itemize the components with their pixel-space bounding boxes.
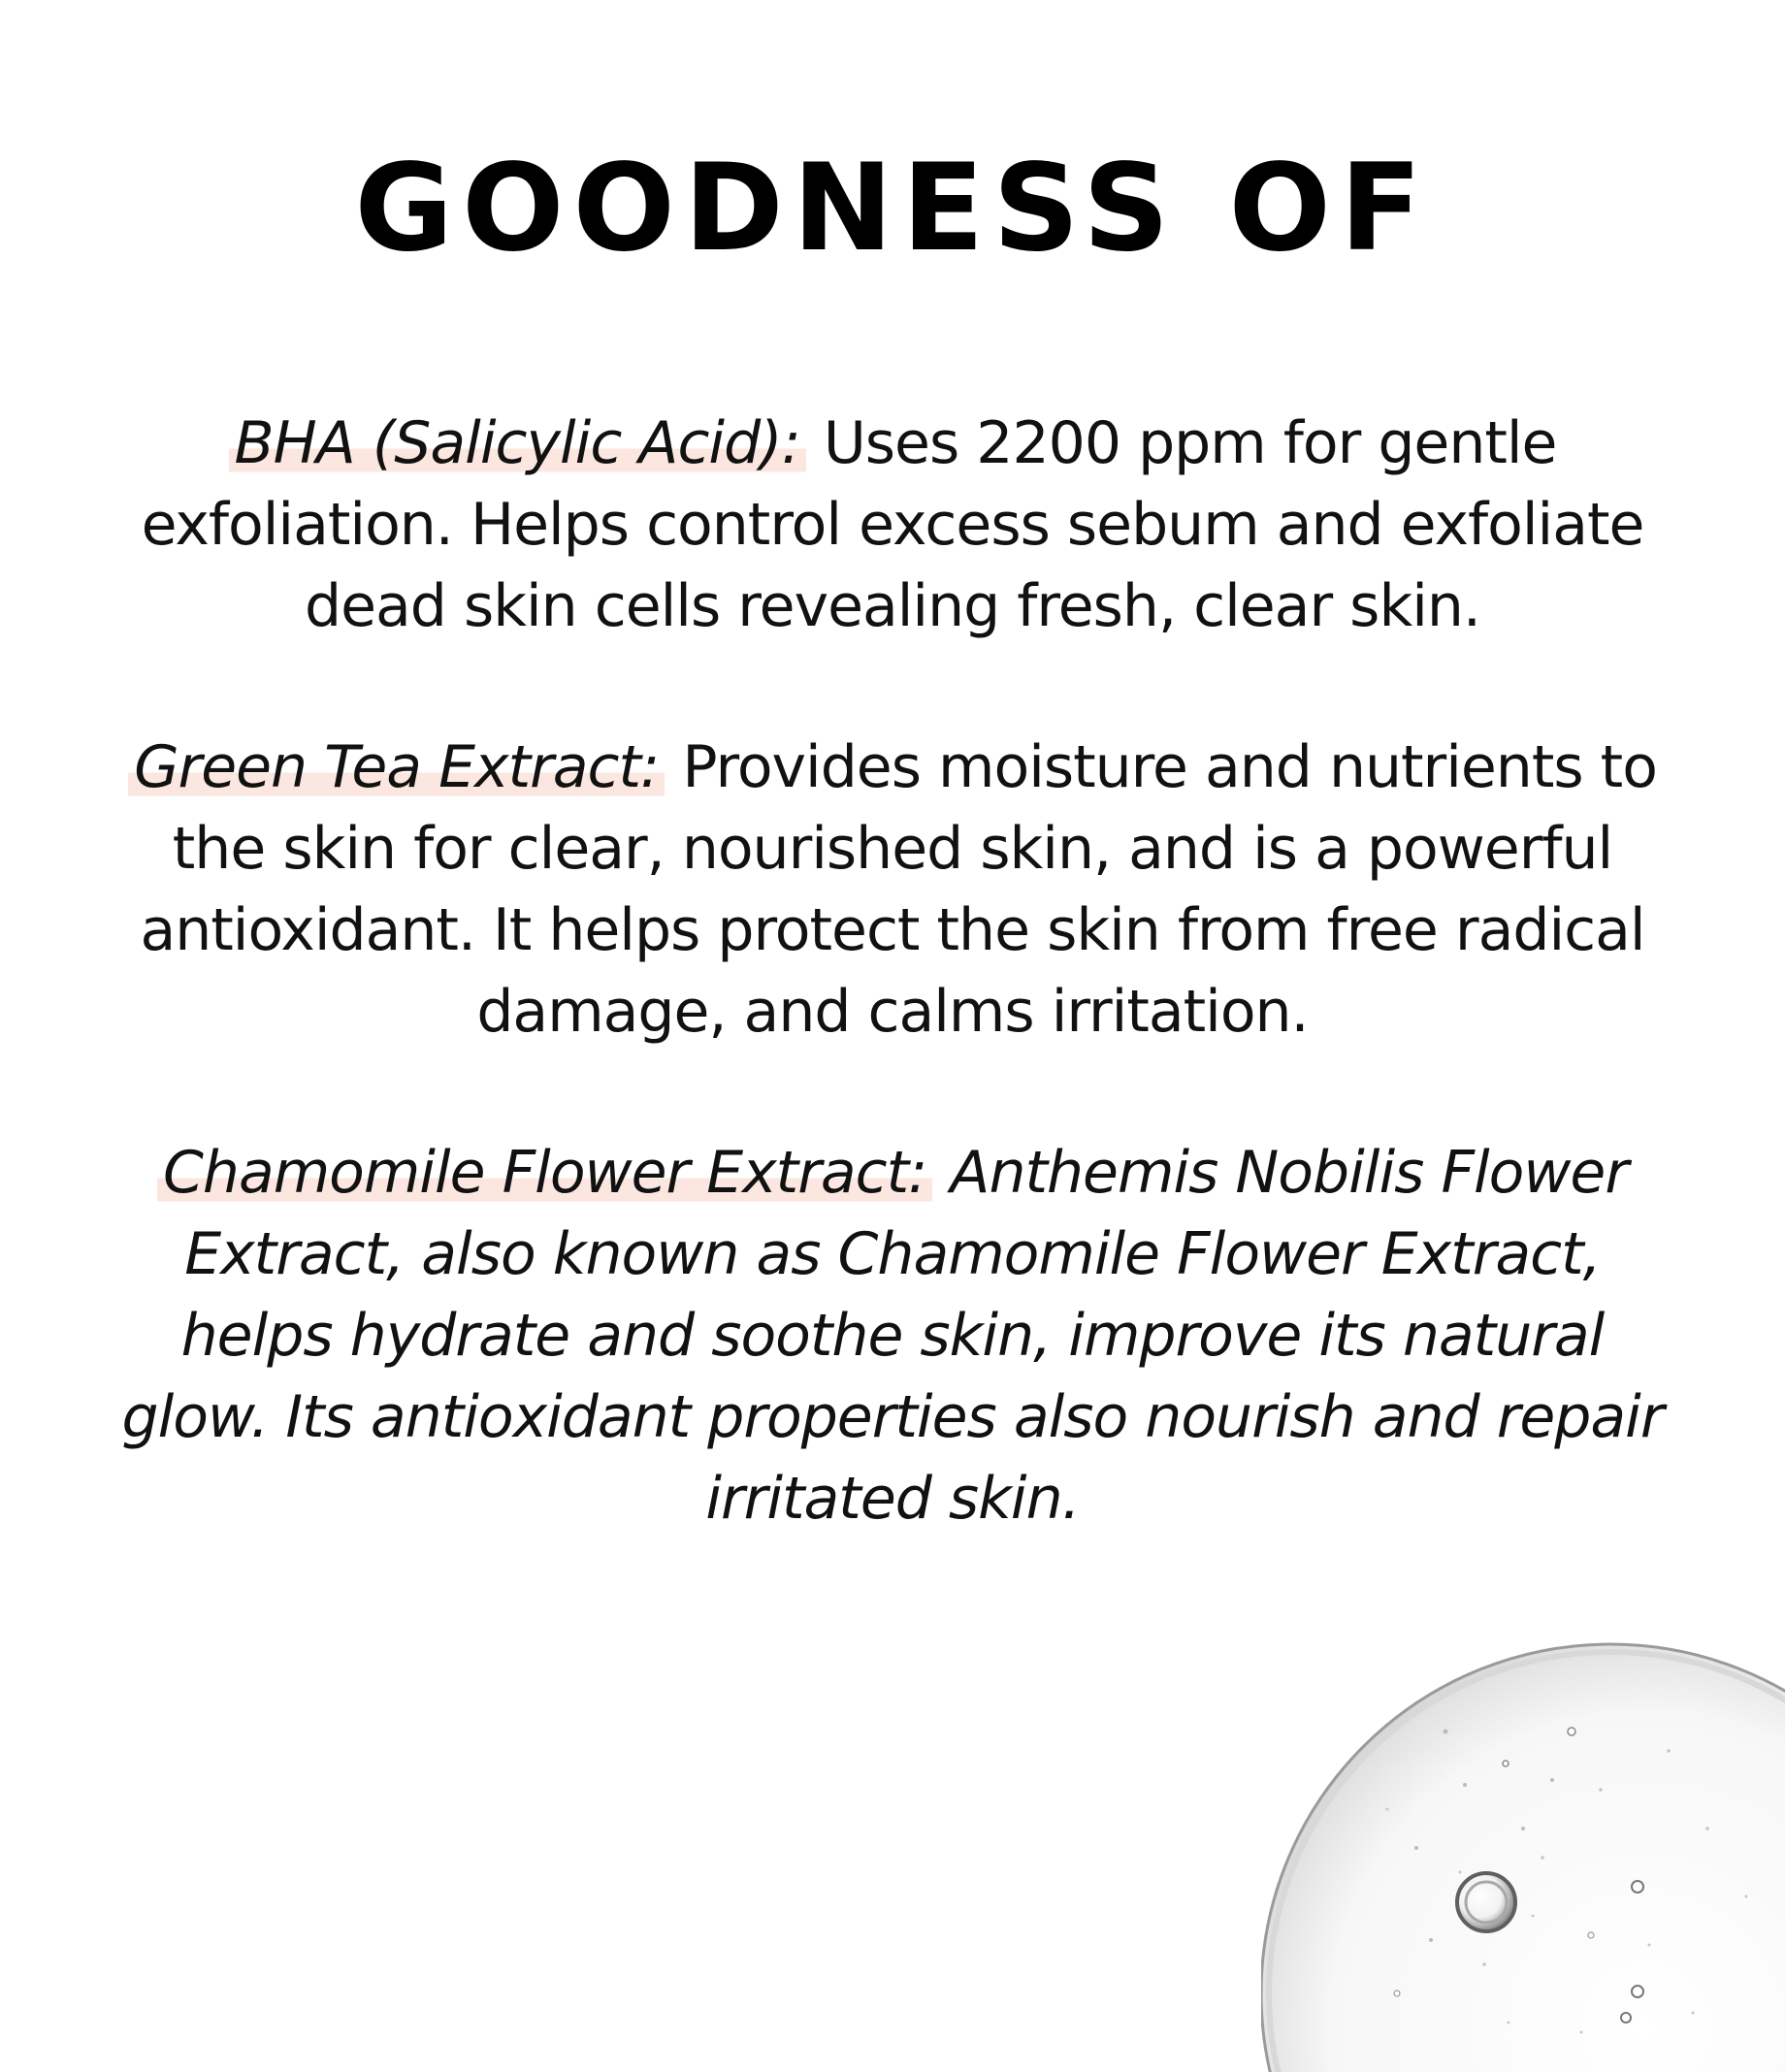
ingredient-term: Green Tea Extract: [128, 733, 665, 801]
ingredient-description: Provides moisture and nutrients to the skin for clear, nourished skin, and is a powerful antioxidant. It helps protect the skin from free radical damage, and calms irritation. [140, 733, 1657, 1046]
ingredient-term: Chamomile Flower Extract: [157, 1139, 932, 1207]
ingredient-description: Anthemis Nobilis Flower Extract, also known as Chamomile Flower Extract, helps hydrate and soothe skin, improve its natural glow. Its antioxidant properties also nourish and repair irritated skin. [121, 1139, 1664, 1533]
ingredient-green-tea [107, 727, 1678, 1052]
ingredient-chamomile [107, 1132, 1678, 1539]
ingredient-term: BHA (Salicylic Acid): [229, 409, 806, 477]
ingredient-bha [107, 403, 1678, 647]
page-title: GOODNESS OF [354, 139, 1431, 278]
serum-droplet-image [1261, 1625, 1785, 2072]
ingredient-description: Uses 2200 ppm for gentle exfoliation. Helps control excess sebum and exfoliate dead skin cells revealing fresh, clear skin. [141, 409, 1644, 640]
